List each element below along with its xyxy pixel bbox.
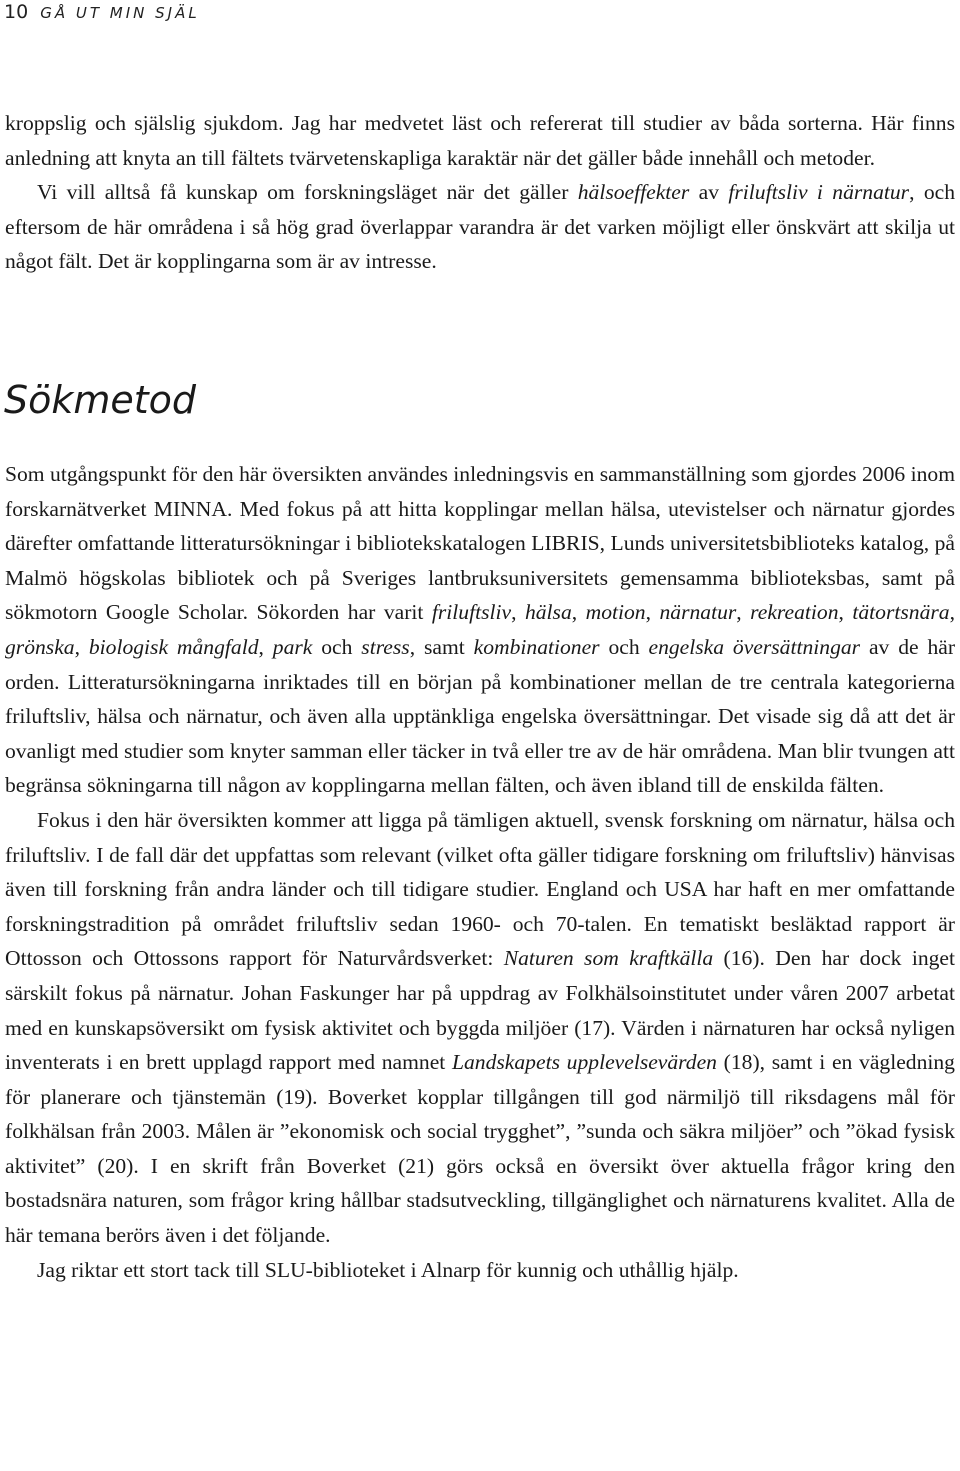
text-run: , samt	[409, 634, 474, 659]
section-paragraph-2	[5, 803, 955, 1253]
section-paragraph-1	[5, 457, 955, 803]
section-paragraph-3: Jag riktar ett stort tack till SLU-biblioteket i Alnarp för kunnig och uthållig hjälp.	[37, 1257, 739, 1282]
text-run: ,	[258, 634, 273, 659]
page-number: 10	[4, 1, 29, 23]
running-header	[4, 0, 200, 25]
emphasis: grönska	[5, 634, 75, 659]
text-run: ,	[949, 600, 955, 625]
emphasis: engelska översättningar	[648, 634, 861, 659]
emphasis: hälsoeffekter	[577, 180, 690, 205]
text-run: ,	[645, 600, 660, 625]
text-run: ,	[74, 634, 89, 659]
text-run: av de här orden. Litteratursökningarna inriktades till en början på kombinationer mellan de tre centrala kategorierna friluftsliv, hälsa och närnatur, och även alla upptänkliga engelska översättningar. Det visade sig då att det är ovanligt med studier som knyter samman eller täcker in två eller tre av de här områdena. Man blir tvungen att begränsa sökningarna till någon av kopplingarna mellan fälten, och även ibland till de enskilda fälten.	[5, 634, 956, 798]
text-run: Som utgångspunkt för den här översikten användes inledningsvis en sammanställning som gjordes 2006 inom forskarnätverket MINNA. Med fokus på att hitta kopplingar mellan hälsa, utevistelser och närnatur gjordes därefter omfattande litteratursökningar i bibliotekskatalogen LIBRIS, Lunds universitetsbiblioteks katalog, på Malmö högskolas bibliotek och på Sveriges lantbruksuniversitets gemensamma biblioteksbas, samt på sökmotorn Google Scholar. Sökorden har varit	[5, 462, 955, 625]
intro-paragraph-1: kroppslig och själslig sjukdom. Jag har medvetet läst och refererat till studier av båda sorterna. Här finns anledning att knyta an till fältets tvärvetenskapliga karaktär när det gäller både innehåll och metoder.	[5, 111, 955, 170]
text-run: , och eftersom de här områdena i så hög grad överlappar varandra är det varken möjligt eller önskvärt att skilja ut något fält. Det är kopplingarna som är av intresse.	[5, 180, 956, 274]
text-run: ,	[838, 600, 853, 625]
text-run: Vi vill alltså få kunskap om forskningsläget när det gäller	[37, 180, 578, 205]
section-heading: Sökmetod	[4, 378, 197, 422]
intro-paragraph-2	[5, 175, 955, 279]
text-run: ,	[511, 600, 525, 625]
emphasis: hälsa	[524, 600, 572, 625]
emphasis: motion	[585, 600, 646, 625]
text-run: (16). Den har dock inget särskilt fokus på närnatur. Johan Faskunger har på uppdrag av Folkhälsoinstitutet under våren 2007 arbetat med en kunskapsöversikt om fysisk aktivitet och byggda miljöer (17). Värden i närnaturen har också nyligen inventerats i en brett upplagd rapport med namnet	[5, 946, 956, 1075]
text-run: ,	[571, 600, 586, 625]
text-run: av	[689, 180, 729, 205]
emphasis: friluftsliv i närnatur	[728, 180, 910, 205]
emphasis: rekreation	[750, 600, 839, 625]
emphasis: tätortsnära	[852, 600, 950, 625]
emphasis: stress	[361, 634, 410, 659]
intro-text	[5, 106, 955, 279]
emphasis: kombinationer	[473, 634, 600, 659]
text-run: och	[599, 634, 649, 659]
text-run: Fokus i den här översikten kommer att ligga på tämligen aktuell, svensk forskning om närnatur, hälsa och friluftsliv. I de fall där det uppfattas som relevant (vilket ofta gäller tidigare forskning om friluftsliv) hänvisas även till forskning från andra länder och till tidigare studier. England och USA har haft en mer omfattande forskningstradition på området friluftsliv sedan 1960- och 70-talen. En tematiskt besläktad rapport är Ottosson och Ottossons rapport för Naturvårdsverket:	[5, 807, 955, 971]
emphasis: friluftsliv	[431, 600, 512, 625]
emphasis: biologisk mångfald	[88, 634, 259, 659]
emphasis: närnatur	[659, 600, 737, 625]
running-title: GÅ UT MIN SJÄL	[40, 4, 200, 22]
section-text	[5, 457, 955, 1287]
emphasis: Naturen som kraftkälla	[503, 946, 714, 971]
text-run: och	[312, 634, 362, 659]
text-run: (18), samt i en vägledning för planerare och tjänstemän (19). Boverket kopplar tillgången till god närmiljö till riksdagens mål för folkhälsan från 2003. Målen är ”ekonomisk och social trygghet”, ”sunda och säkra miljöer” och ”ökad fysisk aktivitet” (20). I en skrift från Boverket (21) görs också en översikt över aktuella frågor kring den bostadsnära naturen, som frågor kring hållbar stadsutveckling, tillgänglighet och närnaturens kvalitet. Alla de här temana berörs även i det följande.	[5, 1050, 955, 1248]
text-run: ,	[736, 600, 751, 625]
emphasis: park	[272, 634, 313, 659]
emphasis: Landskapets upplevelsevärden	[452, 1050, 717, 1075]
